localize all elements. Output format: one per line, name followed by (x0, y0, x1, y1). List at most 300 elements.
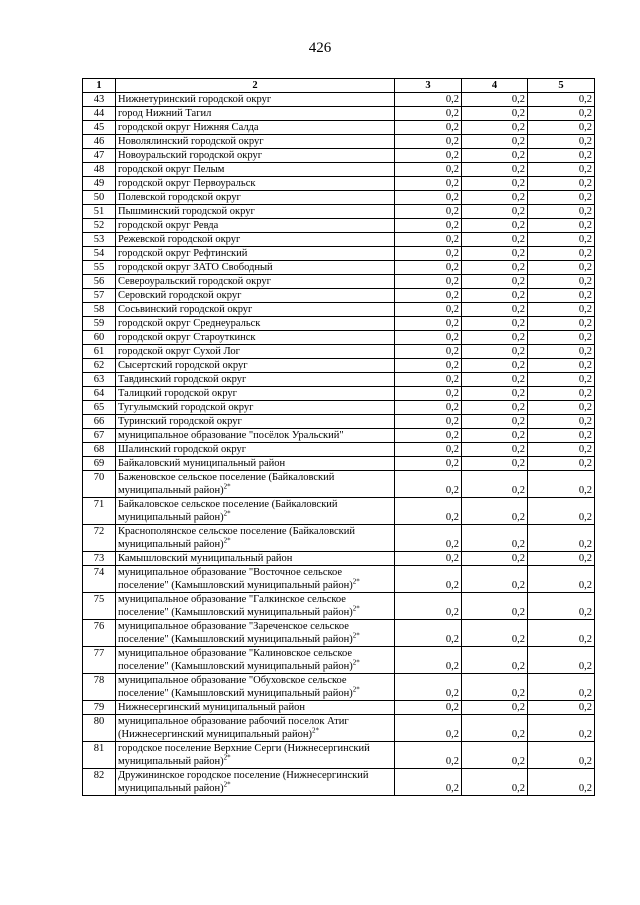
value-c5: 0,2 (528, 219, 595, 233)
value-c4: 0,2 (462, 107, 528, 121)
municipality-name (116, 674, 395, 701)
table-row (83, 647, 595, 674)
value-c5: 0,2 (528, 331, 595, 345)
value-c4: 0,2 (462, 769, 528, 796)
row-number: 60 (83, 331, 116, 345)
value-c3: 0,2 (395, 121, 462, 135)
row-number: 78 (83, 674, 116, 701)
value-c3: 0,2 (395, 769, 462, 796)
municipality-name (116, 566, 395, 593)
municipality-name (116, 429, 395, 443)
value-c5: 0,2 (528, 769, 595, 796)
value-c5: 0,2 (528, 163, 595, 177)
table-row (83, 593, 595, 620)
row-number: 54 (83, 247, 116, 261)
row-number: 61 (83, 345, 116, 359)
header-cell-5: 5 (528, 79, 595, 93)
value-c3: 0,2 (395, 387, 462, 401)
footnote-mark: 2* (223, 753, 231, 762)
table-row (83, 373, 595, 387)
value-c5: 0,2 (528, 457, 595, 471)
value-c5: 0,2 (528, 345, 595, 359)
value-c5: 0,2 (528, 715, 595, 742)
row-number: 59 (83, 317, 116, 331)
table-row (83, 121, 595, 135)
table-row (83, 429, 595, 443)
municipality-name (116, 289, 395, 303)
value-c5: 0,2 (528, 525, 595, 552)
table-row (83, 219, 595, 233)
row-number: 62 (83, 359, 116, 373)
footnote-mark: 2* (352, 604, 360, 613)
value-c4: 0,2 (462, 620, 528, 647)
value-c3: 0,2 (395, 701, 462, 715)
value-c4: 0,2 (462, 149, 528, 163)
value-c4: 0,2 (462, 566, 528, 593)
row-number: 79 (83, 701, 116, 715)
municipality-name (116, 443, 395, 457)
municipality-name (116, 163, 395, 177)
value-c3: 0,2 (395, 205, 462, 219)
municipality-name-text: Сосьвинский городской округ (118, 304, 253, 315)
value-c5: 0,2 (528, 498, 595, 525)
municipality-name-text: городской округ Пелым (118, 164, 225, 175)
row-number: 73 (83, 552, 116, 566)
row-number: 70 (83, 471, 116, 498)
value-c3: 0,2 (395, 219, 462, 233)
value-c4: 0,2 (462, 525, 528, 552)
row-number: 50 (83, 191, 116, 205)
header-row (83, 79, 595, 93)
municipality-name (116, 303, 395, 317)
value-c3: 0,2 (395, 647, 462, 674)
value-c3: 0,2 (395, 317, 462, 331)
value-c4: 0,2 (462, 135, 528, 149)
municipality-name (116, 359, 395, 373)
table-row (83, 498, 595, 525)
value-c4: 0,2 (462, 674, 528, 701)
municipality-name-text: Сысертский городской округ (118, 360, 248, 371)
municipality-name-text: Нижнетуринский городской округ (118, 94, 272, 105)
municipality-name (116, 373, 395, 387)
value-c4: 0,2 (462, 429, 528, 443)
value-c3: 0,2 (395, 135, 462, 149)
value-c5: 0,2 (528, 135, 595, 149)
row-number: 44 (83, 107, 116, 121)
municipality-name-text: городской округ Нижняя Салда (118, 122, 259, 133)
municipality-name-text: Тугулымский городской округ (118, 402, 254, 413)
value-c5: 0,2 (528, 443, 595, 457)
value-c4: 0,2 (462, 715, 528, 742)
row-number: 65 (83, 401, 116, 415)
municipality-name (116, 552, 395, 566)
value-c3: 0,2 (395, 93, 462, 107)
municipality-name (116, 219, 395, 233)
value-c3: 0,2 (395, 429, 462, 443)
municipality-name-text: Новолялинский городской округ (118, 136, 264, 147)
municipality-name-text: Дружининское городское поселение (Нижнесергинский муниципальный район) (118, 770, 369, 794)
row-number: 52 (83, 219, 116, 233)
municipality-name (116, 742, 395, 769)
value-c5: 0,2 (528, 93, 595, 107)
table-row (83, 93, 595, 107)
municipality-name (116, 457, 395, 471)
value-c3: 0,2 (395, 525, 462, 552)
municipality-name-text: городской округ Первоуральск (118, 178, 256, 189)
value-c5: 0,2 (528, 401, 595, 415)
value-c5: 0,2 (528, 107, 595, 121)
value-c5: 0,2 (528, 233, 595, 247)
value-c3: 0,2 (395, 331, 462, 345)
municipality-name (116, 149, 395, 163)
value-c3: 0,2 (395, 163, 462, 177)
municipality-name-text: Нижнесергинский муниципальный район (118, 702, 305, 713)
table-row (83, 566, 595, 593)
table-row (83, 331, 595, 345)
row-number: 56 (83, 275, 116, 289)
municipality-name (116, 107, 395, 121)
value-c5: 0,2 (528, 275, 595, 289)
municipality-name-text: Новоуральский городской округ (118, 150, 263, 161)
value-c5: 0,2 (528, 177, 595, 191)
row-number: 74 (83, 566, 116, 593)
municipality-name-text: Полевской городской округ (118, 192, 241, 203)
value-c3: 0,2 (395, 303, 462, 317)
value-c3: 0,2 (395, 359, 462, 373)
value-c3: 0,2 (395, 457, 462, 471)
footnote-mark: 2* (223, 482, 231, 491)
row-number: 43 (83, 93, 116, 107)
row-number: 66 (83, 415, 116, 429)
municipality-name-text: Режевской городской округ (118, 234, 241, 245)
municipality-name-text: муниципальное образование рабочий поселок Атиг (Нижнесергинский муниципальный район) (118, 716, 349, 740)
row-number: 68 (83, 443, 116, 457)
row-number: 57 (83, 289, 116, 303)
value-c3: 0,2 (395, 177, 462, 191)
municipality-name (116, 191, 395, 205)
row-number: 63 (83, 373, 116, 387)
row-number: 80 (83, 715, 116, 742)
value-c3: 0,2 (395, 742, 462, 769)
value-c4: 0,2 (462, 93, 528, 107)
municipality-name-text: городской округ Сухой Лог (118, 346, 240, 357)
value-c4: 0,2 (462, 647, 528, 674)
value-c3: 0,2 (395, 107, 462, 121)
value-c5: 0,2 (528, 415, 595, 429)
municipality-name-text: Серовский городской округ (118, 290, 242, 301)
value-c4: 0,2 (462, 593, 528, 620)
value-c4: 0,2 (462, 177, 528, 191)
value-c4: 0,2 (462, 331, 528, 345)
row-number: 53 (83, 233, 116, 247)
table-row (83, 247, 595, 261)
value-c3: 0,2 (395, 471, 462, 498)
row-number: 71 (83, 498, 116, 525)
row-number: 49 (83, 177, 116, 191)
municipality-name-text: муниципальное образование "Обуховское сельское поселение" (Камышловский муниципальный район) (118, 675, 353, 699)
row-number: 48 (83, 163, 116, 177)
footnote-mark: 2* (352, 658, 360, 667)
row-number: 72 (83, 525, 116, 552)
table-row (83, 317, 595, 331)
municipality-name (116, 620, 395, 647)
value-c5: 0,2 (528, 647, 595, 674)
municipality-name (116, 769, 395, 796)
value-c4: 0,2 (462, 275, 528, 289)
municipality-name-text: город Нижний Тагил (118, 108, 212, 119)
value-c5: 0,2 (528, 373, 595, 387)
value-c3: 0,2 (395, 401, 462, 415)
table-row (83, 205, 595, 219)
value-c4: 0,2 (462, 742, 528, 769)
value-c4: 0,2 (462, 457, 528, 471)
value-c5: 0,2 (528, 205, 595, 219)
row-number: 55 (83, 261, 116, 275)
value-c3: 0,2 (395, 373, 462, 387)
header-cell-3: 3 (395, 79, 462, 93)
municipality-name (116, 135, 395, 149)
footnote-mark: 2* (223, 536, 231, 545)
value-c3: 0,2 (395, 498, 462, 525)
value-c3: 0,2 (395, 275, 462, 289)
value-c4: 0,2 (462, 233, 528, 247)
municipality-name-text: городской округ Рефтинский (118, 248, 248, 259)
municipality-name-text: городской округ Староуткинск (118, 332, 256, 343)
value-c4: 0,2 (462, 443, 528, 457)
value-c3: 0,2 (395, 566, 462, 593)
footnote-mark: 2* (223, 780, 231, 789)
value-c5: 0,2 (528, 359, 595, 373)
municipality-name (116, 471, 395, 498)
table-body (83, 79, 595, 796)
header-cell-2: 2 (116, 79, 395, 93)
value-c4: 0,2 (462, 317, 528, 331)
value-c4: 0,2 (462, 401, 528, 415)
municipality-name-text: Камышловский муниципальный район (118, 553, 293, 564)
value-c3: 0,2 (395, 345, 462, 359)
municipality-name-text: городской округ Среднеуральск (118, 318, 261, 329)
table-row (83, 401, 595, 415)
municipality-name (116, 205, 395, 219)
table-row (83, 163, 595, 177)
value-c5: 0,2 (528, 552, 595, 566)
value-c3: 0,2 (395, 247, 462, 261)
table-row (83, 149, 595, 163)
value-c5: 0,2 (528, 247, 595, 261)
municipality-name-text: муниципальное образование "Восточное сельское поселение" (Камышловский муниципальный район) (118, 567, 353, 591)
value-c5: 0,2 (528, 471, 595, 498)
table-row (83, 620, 595, 647)
value-c5: 0,2 (528, 191, 595, 205)
value-c4: 0,2 (462, 387, 528, 401)
table-row (83, 701, 595, 715)
row-number: 47 (83, 149, 116, 163)
municipality-name-text: Туринский городской округ (118, 416, 242, 427)
table-row (83, 674, 595, 701)
municipality-name-text: городской округ Ревда (118, 220, 219, 231)
municipality-name-text: муниципальное образование "Зареченское сельское поселение" (Камышловский муниципальный район) (118, 621, 353, 645)
value-c5: 0,2 (528, 429, 595, 443)
value-c4: 0,2 (462, 345, 528, 359)
value-c3: 0,2 (395, 149, 462, 163)
row-number: 76 (83, 620, 116, 647)
value-c4: 0,2 (462, 498, 528, 525)
municipality-name-text: Байкаловское сельское поселение (Байкаловский муниципальный район) (118, 499, 338, 523)
header-cell-1: 1 (83, 79, 116, 93)
row-number: 51 (83, 205, 116, 219)
footnote-mark: 2* (352, 577, 360, 586)
value-c3: 0,2 (395, 715, 462, 742)
municipality-name (116, 331, 395, 345)
table-row (83, 742, 595, 769)
municipality-name (116, 93, 395, 107)
table-row (83, 191, 595, 205)
footnote-mark: 2* (352, 685, 360, 694)
value-c4: 0,2 (462, 701, 528, 715)
value-c4: 0,2 (462, 373, 528, 387)
value-c3: 0,2 (395, 593, 462, 620)
municipality-name-text: Шалинский городской округ (118, 444, 247, 455)
municipality-name (116, 647, 395, 674)
municipality-name (116, 261, 395, 275)
municipality-name-text: Байкаловский муниципальный район (118, 458, 286, 469)
table-row (83, 107, 595, 121)
value-c5: 0,2 (528, 121, 595, 135)
value-c3: 0,2 (395, 552, 462, 566)
municipality-name (116, 715, 395, 742)
value-c3: 0,2 (395, 620, 462, 647)
municipality-name (116, 247, 395, 261)
table-row (83, 345, 595, 359)
table-row (83, 135, 595, 149)
table-row (83, 359, 595, 373)
municipality-name-text: Краснополянское сельское поселение (Байкаловский муниципальный район) (118, 526, 356, 550)
municipality-name-text: Талицкий городской округ (118, 388, 237, 399)
municipality-name (116, 387, 395, 401)
municipality-name (116, 345, 395, 359)
municipality-name (116, 233, 395, 247)
value-c5: 0,2 (528, 289, 595, 303)
municipality-name (116, 121, 395, 135)
table-row (83, 275, 595, 289)
table-row (83, 415, 595, 429)
table-row (83, 552, 595, 566)
value-c4: 0,2 (462, 552, 528, 566)
row-number: 81 (83, 742, 116, 769)
row-number: 77 (83, 647, 116, 674)
municipality-name-text: городской округ ЗАТО Свободный (118, 262, 273, 273)
value-c3: 0,2 (395, 674, 462, 701)
value-c4: 0,2 (462, 191, 528, 205)
municipality-name-text: городское поселение Верхние Серги (Нижнесергинский муниципальный район) (118, 743, 370, 767)
page-number: 426 (308, 40, 332, 56)
value-c3: 0,2 (395, 191, 462, 205)
row-number: 46 (83, 135, 116, 149)
table-row (83, 177, 595, 191)
row-number: 64 (83, 387, 116, 401)
value-c5: 0,2 (528, 303, 595, 317)
municipality-name (116, 401, 395, 415)
value-c3: 0,2 (395, 443, 462, 457)
municipality-name (116, 525, 395, 552)
table-row (83, 289, 595, 303)
value-c4: 0,2 (462, 121, 528, 135)
value-c5: 0,2 (528, 674, 595, 701)
row-number: 75 (83, 593, 116, 620)
value-c5: 0,2 (528, 317, 595, 331)
value-c5: 0,2 (528, 149, 595, 163)
municipality-name-text: муниципальное образование "Калиновское сельское поселение" (Камышловский муниципальный район) (118, 648, 353, 672)
municipality-name-text: Баженовское сельское поселение (Байкаловский муниципальный район) (118, 472, 335, 496)
value-c4: 0,2 (462, 359, 528, 373)
table-row (83, 525, 595, 552)
value-c3: 0,2 (395, 233, 462, 247)
municipality-name (116, 275, 395, 289)
municipality-name-text: муниципальное образование "Галкинское сельское поселение" (Камышловский муниципальный район) (118, 594, 353, 618)
value-c5: 0,2 (528, 261, 595, 275)
table-row (83, 443, 595, 457)
value-c5: 0,2 (528, 620, 595, 647)
row-number: 58 (83, 303, 116, 317)
table-row (83, 769, 595, 796)
value-c3: 0,2 (395, 289, 462, 303)
row-number: 82 (83, 769, 116, 796)
table-row (83, 261, 595, 275)
value-c4: 0,2 (462, 261, 528, 275)
value-c3: 0,2 (395, 261, 462, 275)
value-c4: 0,2 (462, 471, 528, 498)
value-c4: 0,2 (462, 415, 528, 429)
municipality-name (116, 498, 395, 525)
value-c5: 0,2 (528, 701, 595, 715)
municipality-name-text: муниципальное образование "посёлок Уральский" (118, 430, 344, 441)
table-row (83, 303, 595, 317)
value-c5: 0,2 (528, 593, 595, 620)
value-c4: 0,2 (462, 205, 528, 219)
value-c5: 0,2 (528, 566, 595, 593)
footnote-mark: 2* (223, 509, 231, 518)
municipality-table (82, 78, 595, 796)
table-row (83, 387, 595, 401)
value-c4: 0,2 (462, 303, 528, 317)
table-row (83, 457, 595, 471)
municipality-name (116, 701, 395, 715)
municipality-name-text: Североуральский городской округ (118, 276, 271, 287)
municipality-name-text: Пышминский городской округ (118, 206, 255, 217)
footnote-mark: 2* (311, 726, 319, 735)
row-number: 67 (83, 429, 116, 443)
value-c4: 0,2 (462, 289, 528, 303)
footnote-mark: 2* (352, 631, 360, 640)
value-c4: 0,2 (462, 163, 528, 177)
municipality-name (116, 317, 395, 331)
municipality-name (116, 415, 395, 429)
value-c3: 0,2 (395, 415, 462, 429)
value-c4: 0,2 (462, 247, 528, 261)
value-c5: 0,2 (528, 742, 595, 769)
header-cell-4: 4 (462, 79, 528, 93)
table-row (83, 715, 595, 742)
municipality-name-text: Тавдинский городской округ (118, 374, 247, 385)
row-number: 45 (83, 121, 116, 135)
row-number: 69 (83, 457, 116, 471)
value-c4: 0,2 (462, 219, 528, 233)
table-row (83, 233, 595, 247)
municipality-name (116, 177, 395, 191)
municipality-name (116, 593, 395, 620)
value-c5: 0,2 (528, 387, 595, 401)
table-row (83, 471, 595, 498)
